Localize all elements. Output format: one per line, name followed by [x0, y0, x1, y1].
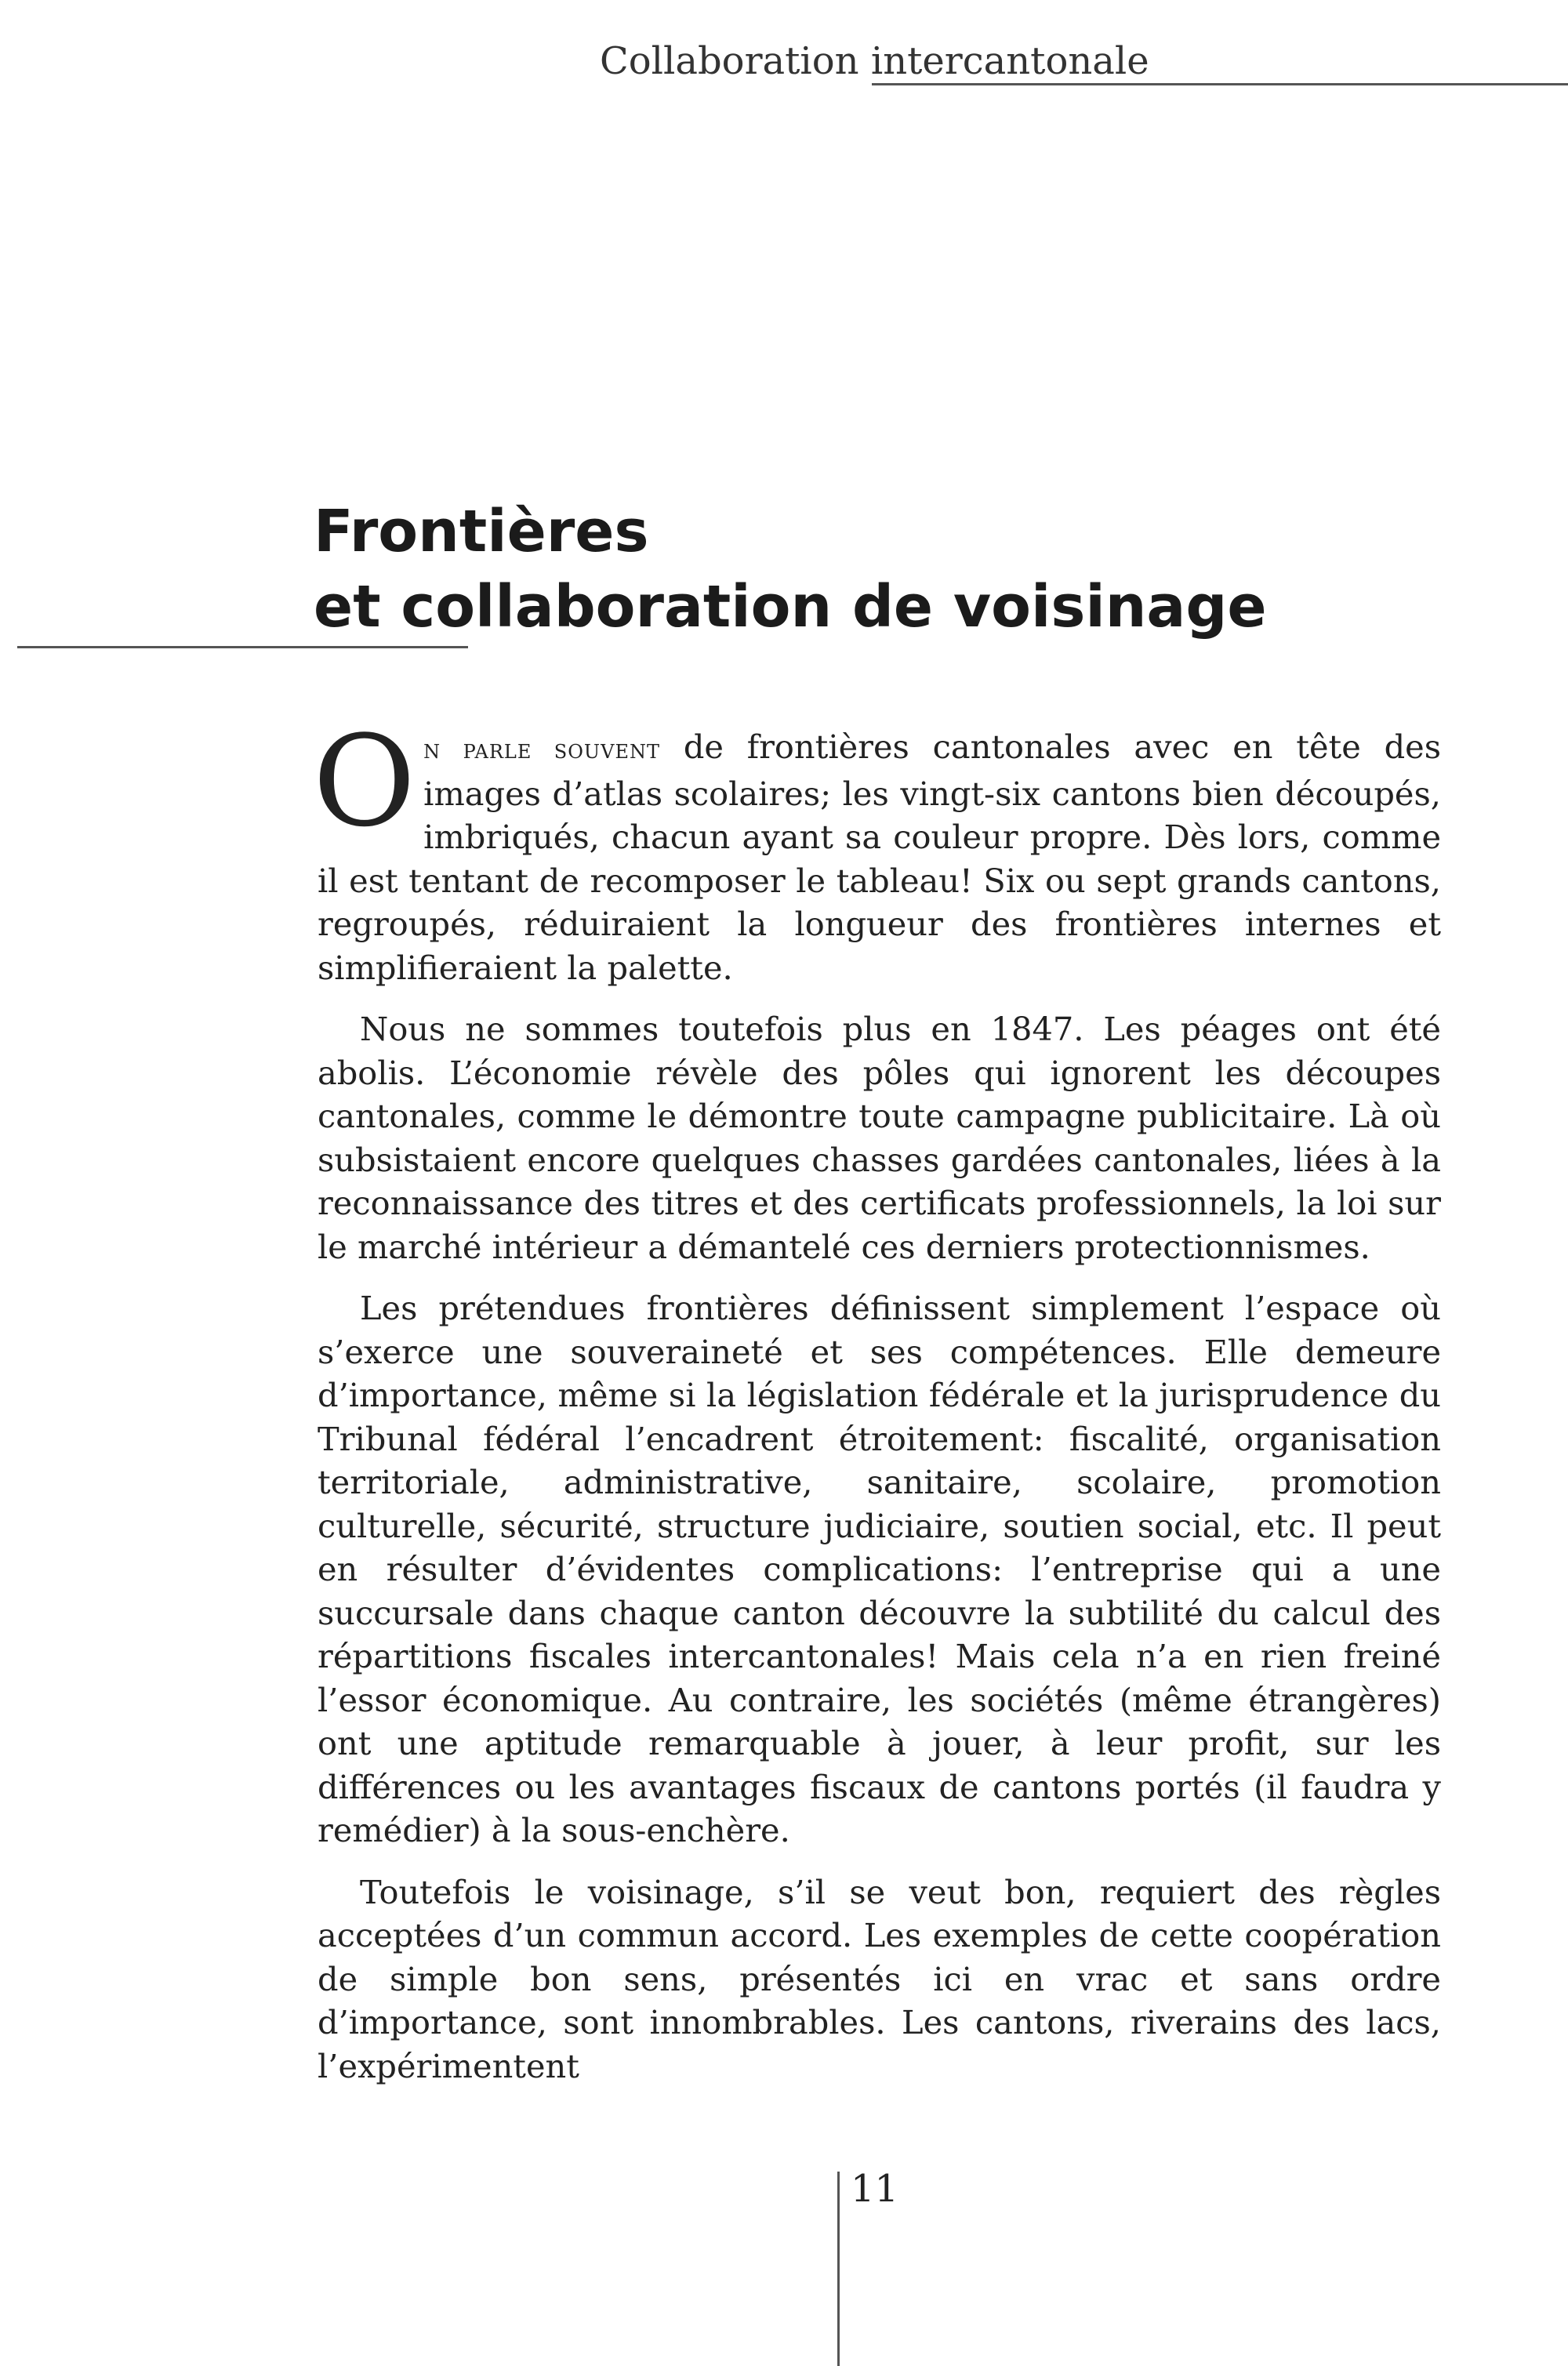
paragraph-4: Toutefois le voisinage, s’il se veut bon, requiert des règles acceptées d’un commun accord. Les exemples de cette coopération de simple bon sens, présentés ici en vrac et sans ordre d’importance, sont innombrables. Les cantons, riverains des lacs, l’expérimentent	[318, 1872, 1441, 2085]
paragraph-2: Nous ne sommes toutefois plus en 1847. Les péages ont été abolis. L’économie révèle des pôles qui ignorent les découpes cantonales, comme le démontre toute campagne publicitaire. Là où subsistaient encore quelques chasses gardées cantonales, liées à la reconnaissance des titres et des certificats professionnels, la loi sur le marché intérieur a démantelé ces derniers protectionnismes.	[318, 1010, 1441, 1266]
paragraph-3: Les prétendues frontières définissent simplement l’espace où s’exerce une souveraineté et ses compétences. Elle demeure d’importance, même si la législation fédérale et la jurisprudence du Tribunal fédéral l’encadrent étroitement: fiscalité, organisation territoriale, administrative, sanitaire, scolaire, promotion culturelle, sécurité, structure judiciaire, soutien social, etc. Il peut en résulter d’évidentes complications: l’entreprise qui a une succursale dans chaque canton découvre la subtilité du calcul des répartitions fiscales intercantonales! Mais cela n’a en rien freiné l’essor économique. Au contraire, les sociétés (même étrangères) ont une aptitude remarquable à jouer, à leur profit, sur les différences ou les avantages fiscaux de cantons portés (il faudra y remédier) à la sous-enchère.	[318, 1289, 1441, 1849]
paragraph-1-smallcaps: n parle souvent	[423, 734, 661, 765]
chapter-title-line-1: Frontières	[314, 498, 649, 565]
running-head-rule	[872, 83, 1568, 85]
chapter-title	[314, 494, 1267, 644]
running-head: Collaboration intercantonale	[600, 39, 1149, 83]
chapter-title-line-2: et collaboration de voisinage	[314, 573, 1267, 640]
page-number: 11	[851, 2167, 899, 2211]
drop-cap: O	[313, 708, 416, 855]
body-text	[313, 708, 1441, 2106]
paragraph-1	[313, 708, 1441, 989]
paragraph-1-text: de frontières cantonales avec en tête des images d’atlas scolaires; les vingt-six cantons bien découpés, imbriqués, chacun ayant sa couleur propre. Dès lors, comme il est tentant de recomposer le tableau! Six ou sept grands cantons, regroupés, réduiraient la longueur des frontières internes et simplifieraient la palette.	[318, 728, 1441, 987]
folio-rule	[837, 2172, 840, 2366]
title-rule	[17, 646, 468, 648]
